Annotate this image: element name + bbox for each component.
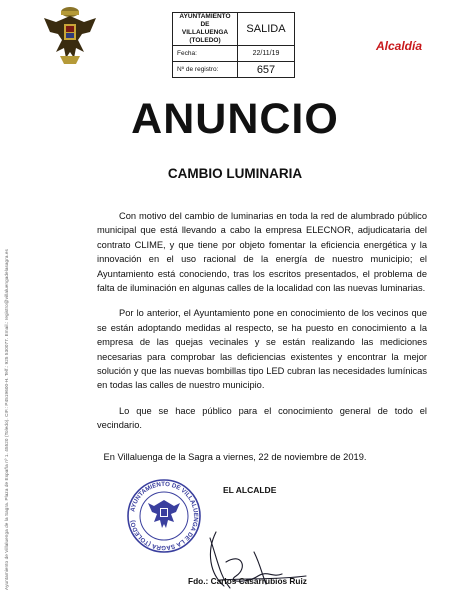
registry-number: 657 <box>238 62 295 78</box>
body-paragraph: Por lo anterior, el Ayuntamiento pone en conocimiento de los vecinos que se están adoptando medidas al respecto, se ha puesto en conocimiento a la empresa de las quejas vecinales y se están realizando las mediciones necesarias para comprobar las deficiencias existentes y encontrar la mejor solución y que las nuevas bombillas tipo LED cubran las necesidades lumínicas en todas las calles de nuestro municipio. <box>97 308 427 391</box>
registry-number-label: Nº de registro: <box>173 62 238 78</box>
body-paragraph: Con motivo del cambio de luminarias en toda la red de alumbrado público municipal que está llevando a cabo la empresa ELECNOR, adjudicataria del contrato CLIME, y que tiene por objeto fomentar la eficiencia energética y la innovación en el uso racional de la energía de nuestro municipio; el Ayuntamiento está conociendo, tras los escritos presentados, el problema de falta de iluminación en algunas calles de la localidad con las nuevas luminarias. <box>97 211 427 294</box>
document-body <box>97 209 427 444</box>
department-label: Alcaldía <box>376 39 423 53</box>
signer-title: EL ALCALDE <box>223 485 277 495</box>
registry-stamp <box>172 12 295 78</box>
coat-of-arms-logo <box>42 6 98 66</box>
date-line: En Villaluenga de la Sagra a viernes, 22 de noviembre de 2019. <box>103 452 367 462</box>
side-address-text: Ayuntamiento de Villaluenga de la Sagra. Plaza de España nº 1. 45520 (Toledo). CIF.: P4519600-H. Telf.: 925 530077. Email.: registro@villaluengadelasagra.es <box>4 249 9 590</box>
registry-date-value: 22/11/19 <box>238 46 295 62</box>
registry-organization: AYUNTAMIENTO DE VILLALUENGA (TOLEDO) <box>173 13 238 46</box>
registry-date-label: Fecha: <box>173 46 238 62</box>
document-subtitle: CAMBIO LUMINARIA <box>167 166 303 181</box>
signer-name: Fdo.: Carlos Casarrubios Ruiz <box>188 576 307 586</box>
document-title: ANUNCIO <box>131 95 339 143</box>
body-paragraph: Lo que se hace público para el conocimiento general de todo el vecindario. <box>97 405 427 431</box>
municipal-seal <box>126 478 202 554</box>
seal-text: AYUNTAMIENTO DE VILLALUENGA DE LA SAGRA (TOLEDO) <box>129 480 200 552</box>
registry-type: SALIDA <box>238 13 295 46</box>
